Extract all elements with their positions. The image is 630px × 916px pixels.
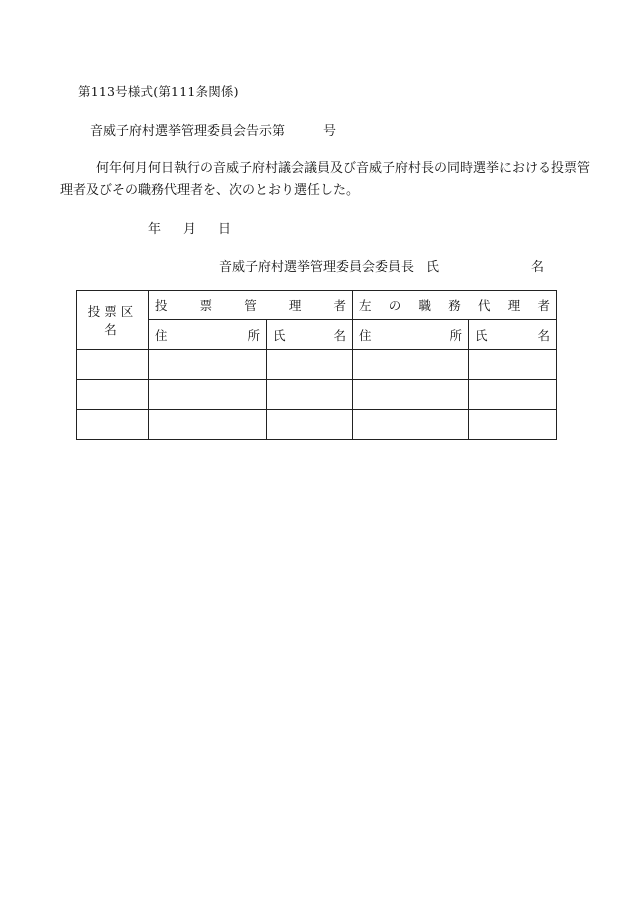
name-char: 氏 [475, 327, 488, 343]
manager-address-header [149, 320, 267, 350]
district-cell[interactable] [77, 350, 149, 380]
deputy-header-char: の [388, 298, 402, 313]
manager-header [149, 291, 353, 320]
manager-address-cell[interactable] [149, 380, 267, 410]
table-row [77, 380, 557, 410]
date-day: 日 [218, 222, 232, 237]
manager-header-char: 票 [199, 298, 213, 313]
name-char: 名 [537, 327, 551, 343]
district-cell[interactable] [77, 380, 149, 410]
address-char: 所 [449, 327, 463, 343]
manager-name-cell[interactable] [267, 350, 353, 380]
notice-line [90, 120, 336, 139]
address-char: 住 [155, 327, 168, 343]
body-text [60, 158, 590, 202]
table-header-row-2 [77, 320, 557, 350]
notice-label: 音威子府村選挙管理委員会告示第 [90, 124, 286, 139]
signer-name-suffix: 名 [531, 260, 545, 275]
district-cell[interactable] [77, 410, 149, 440]
manager-address-cell[interactable] [149, 410, 267, 440]
name-char: 名 [333, 327, 347, 343]
manager-header-char: 理 [288, 298, 302, 313]
manager-name-header [267, 320, 353, 350]
form-number: 第113号様式(第111条関係) [78, 84, 239, 99]
deputy-name-cell[interactable] [469, 350, 557, 380]
manager-name-cell[interactable] [267, 410, 353, 440]
signer-line [219, 256, 544, 275]
name-char: 氏 [273, 327, 286, 343]
deputy-name-cell[interactable] [469, 410, 557, 440]
manager-header-char: 投 [155, 298, 168, 313]
manager-header-char: 管 [244, 298, 257, 313]
body-text-line-1: 何年何月何日執行の音威子府村議会議員及び音威子府村長の同時選挙における投票管 [96, 161, 591, 176]
appointment-table [76, 290, 557, 440]
address-char: 住 [359, 327, 372, 343]
deputy-header-char: 理 [507, 298, 521, 313]
deputy-address-header [353, 320, 469, 350]
deputy-header-char: 職 [418, 298, 432, 313]
deputy-name-cell[interactable] [469, 380, 557, 410]
deputy-address-cell[interactable] [353, 410, 469, 440]
date-year: 年 [148, 222, 162, 237]
district-header: 投票区名 [77, 291, 149, 350]
table-header-row-1 [77, 291, 557, 320]
address-char: 所 [247, 327, 260, 343]
signer-name-prefix: 氏 [426, 260, 440, 275]
date-month: 月 [183, 222, 197, 237]
table-row [77, 350, 557, 380]
deputy-header-char: 務 [448, 298, 461, 313]
deputy-header-char: 代 [478, 298, 491, 313]
deputy-address-cell[interactable] [353, 380, 469, 410]
signer-title: 音威子府村選挙管理委員会委員長 [219, 260, 415, 275]
manager-header-char: 者 [333, 298, 347, 313]
deputy-name-header [469, 320, 557, 350]
manager-address-cell[interactable] [149, 350, 267, 380]
notice-suffix: 号 [323, 124, 337, 139]
deputy-address-cell[interactable] [353, 350, 469, 380]
body-text-line-2: 理者及びその職務代理者を、次のとおり選任した。 [60, 183, 360, 198]
deputy-header-char: 者 [537, 298, 551, 313]
date-line [148, 218, 253, 237]
deputy-header-char: 左 [359, 298, 372, 313]
manager-name-cell[interactable] [267, 380, 353, 410]
deputy-header [353, 291, 557, 320]
table-row [77, 410, 557, 440]
